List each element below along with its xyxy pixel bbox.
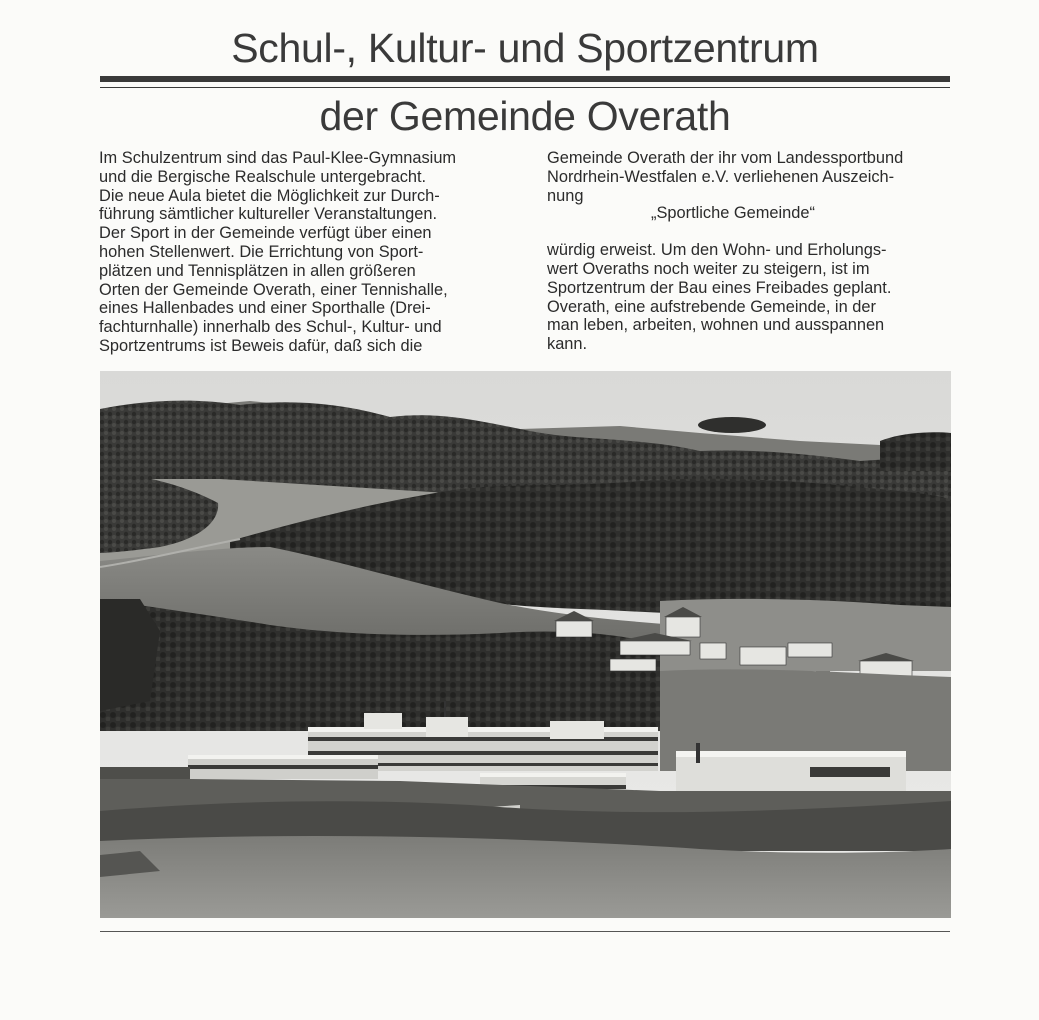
text-line: Sportzentrum der Bau eines Freibades geplant. — [547, 278, 892, 297]
text-line: und die Bergische Realschule untergebracht. — [99, 167, 427, 186]
text-line: plätzen und Tennisplätzen in allen größeren — [99, 261, 416, 280]
text-line: Gemeinde Overath der ihr vom Landessportbund — [547, 149, 904, 167]
text-line: eines Hallenbades und einer Sporthalle (Drei- — [99, 299, 431, 318]
text-line: hohen Stellenwert. Die Errichtung von Sport- — [99, 242, 424, 261]
text-column-right — [547, 149, 957, 354]
text-line: man leben, arbeiten, wohnen und ausspannen — [547, 316, 885, 335]
text-line: fachturnhalle) innerhalb des Schul-, Kultur- und — [99, 318, 442, 337]
heading-rule-thin — [100, 87, 950, 88]
text-line: Die neue Aula bietet die Möglichkeit zur Durch- — [99, 186, 440, 205]
text-line: würdig erweist. Um den Wohn- und Erholungs- — [547, 241, 887, 260]
text-line: führung sämtlicher kultureller Veranstaltungen. — [99, 205, 438, 224]
text-line: nung — [547, 186, 584, 205]
heading-rule-thick — [100, 76, 950, 82]
text-line: Overath, eine aufstrebende Gemeinde, in der — [547, 297, 876, 316]
paragraph-gap — [547, 223, 957, 241]
heading-line-1: Schul-, Kultur- und Sportzentrum — [231, 25, 819, 71]
text-line: kann. — [547, 335, 588, 354]
landscape-photo — [100, 371, 951, 918]
text-line: Im Schulzentrum sind das Paul-Klee-Gymnasium — [99, 149, 457, 167]
heading-line-2: der Gemeinde Overath — [319, 93, 731, 139]
text-line: Der Sport in der Gemeinde verfügt über einen — [99, 224, 432, 243]
footer-rule — [100, 931, 950, 932]
landscape-photo-illustration — [100, 371, 951, 918]
text-line: Orten der Gemeinde Overath, einer Tennishalle, — [99, 280, 448, 299]
text-line: Sportzentrums ist Beweis dafür, daß sich die — [99, 336, 423, 355]
award-quote: „Sportliche Gemeinde“ — [651, 204, 815, 223]
text-line: Nordrhein-Westfalen e.V. verliehenen Auszeich- — [547, 167, 895, 186]
text-column-left — [99, 149, 509, 356]
text-line: wert Overaths noch weiter zu steigern, ist im — [547, 259, 870, 278]
